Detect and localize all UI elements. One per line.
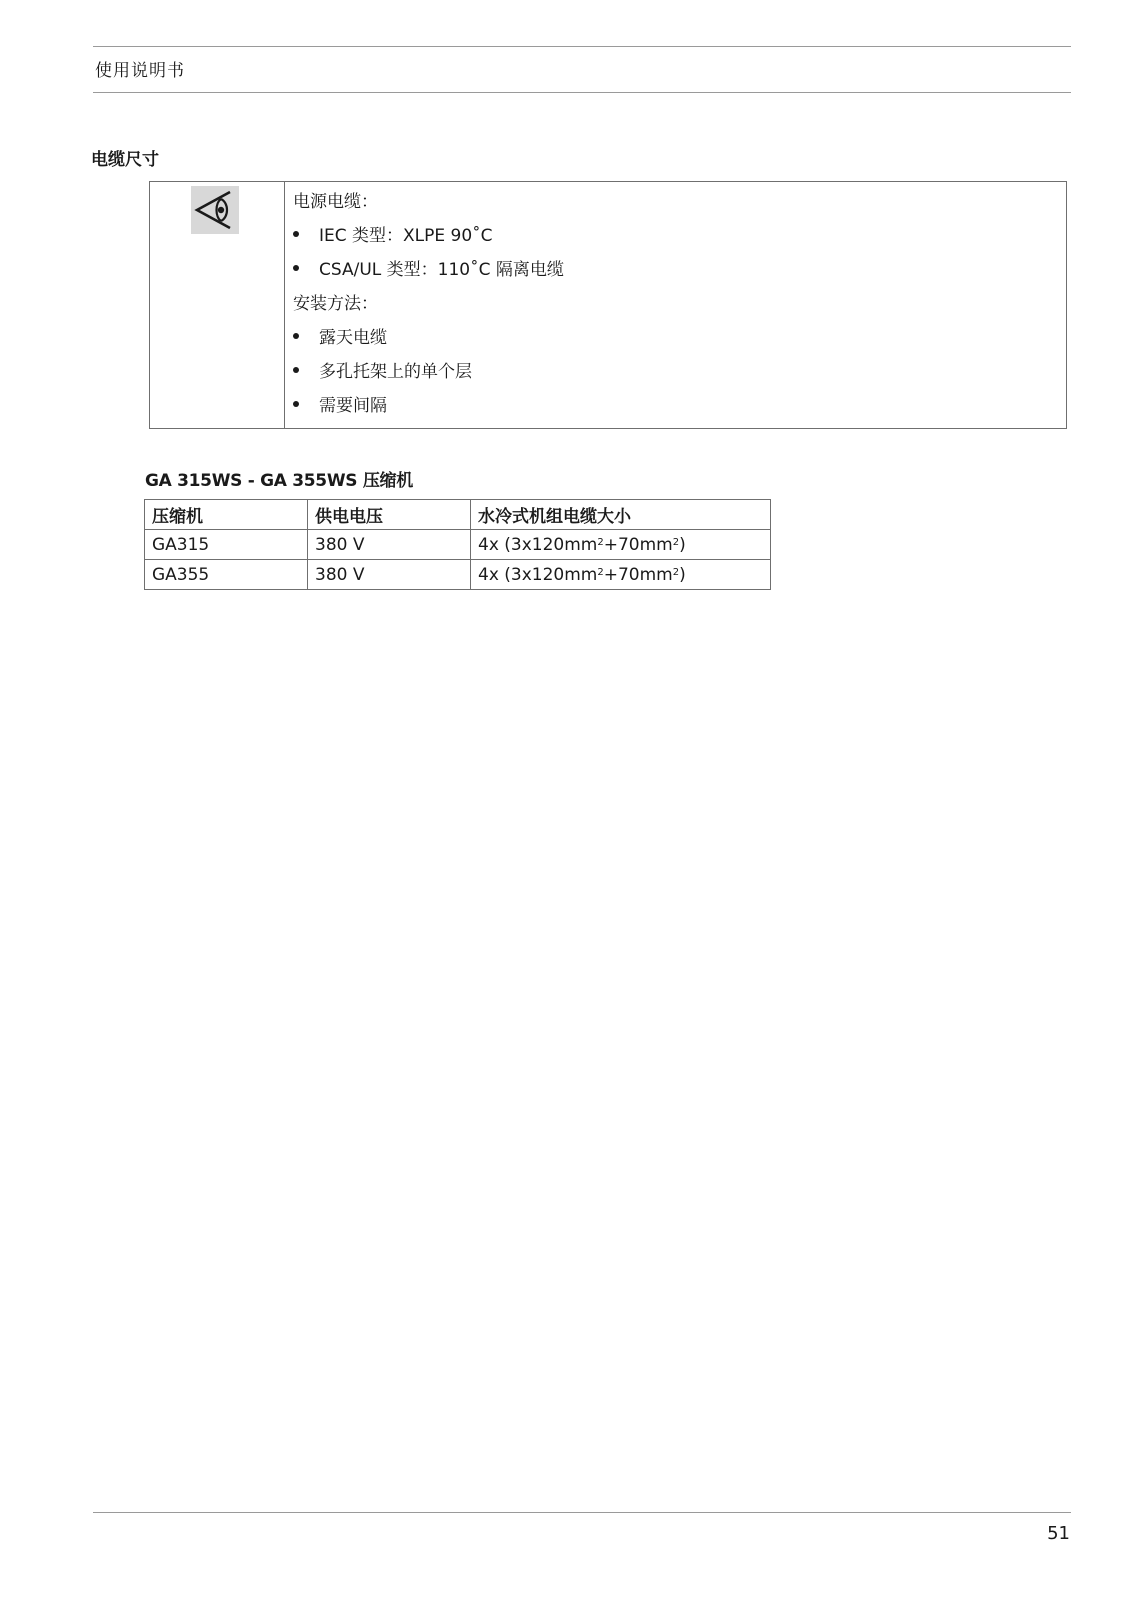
cable-size-part: 4x (3x120mm [478, 564, 598, 585]
superscript: 2 [597, 566, 604, 578]
section-title: 电缆尺寸 [91, 150, 159, 170]
header-top-rule [93, 46, 1071, 47]
install-heading: 安装方法： [293, 294, 378, 314]
superscript: 2 [672, 536, 680, 548]
table-header-row [145, 500, 771, 530]
table-title: GA 315WS - GA 355WS 压缩机 [145, 471, 413, 491]
eye-icon-graphic [191, 186, 239, 234]
superscript: 2 [597, 536, 604, 548]
header-title: 使用说明书 [95, 61, 185, 81]
bullet-icon [293, 367, 299, 373]
bullet-icon [293, 333, 299, 339]
cable-size-part: 4x (3x120mm [478, 534, 598, 555]
power-cable-item-text: CSA/UL 类型：110˚C 隔离电缆 [319, 260, 564, 280]
column-header-compressor: 压缩机 [145, 500, 308, 530]
cable-info-box [149, 181, 1067, 429]
footer-rule [93, 1512, 1071, 1513]
superscript: 2 [672, 566, 680, 578]
column-header-cable-size: 水冷式机组电缆大小 [471, 500, 771, 530]
voltage-cell: 380 V [308, 560, 471, 590]
cable-size-table [144, 499, 771, 590]
cable-size-cell [471, 530, 771, 560]
cable-size-part: +70mm [603, 564, 673, 585]
cable-size-part: ) [679, 534, 686, 555]
header-bottom-rule [93, 92, 1071, 93]
info-box-divider [284, 182, 285, 428]
bullet-icon [293, 231, 299, 237]
table-row [145, 560, 771, 590]
table-row [145, 530, 771, 560]
compressor-cell: GA315 [145, 530, 308, 560]
install-item-text: 露天电缆 [319, 328, 387, 348]
bullet-icon [293, 401, 299, 407]
cable-size-part: +70mm [603, 534, 673, 555]
bullet-icon [293, 265, 299, 271]
power-cable-heading: 电源电缆： [293, 192, 378, 212]
eye-icon [191, 186, 239, 234]
page-number: 51 [1047, 1523, 1070, 1544]
power-cable-item-text: IEC 类型：XLPE 90˚C [319, 226, 493, 246]
voltage-cell: 380 V [308, 530, 471, 560]
cable-size-part: ) [679, 564, 686, 585]
compressor-cell: GA355 [145, 560, 308, 590]
install-item-text: 多孔托架上的单个层 [319, 362, 472, 382]
column-header-voltage: 供电电压 [308, 500, 471, 530]
install-item-text: 需要间隔 [319, 396, 387, 416]
cable-size-cell [471, 560, 771, 590]
